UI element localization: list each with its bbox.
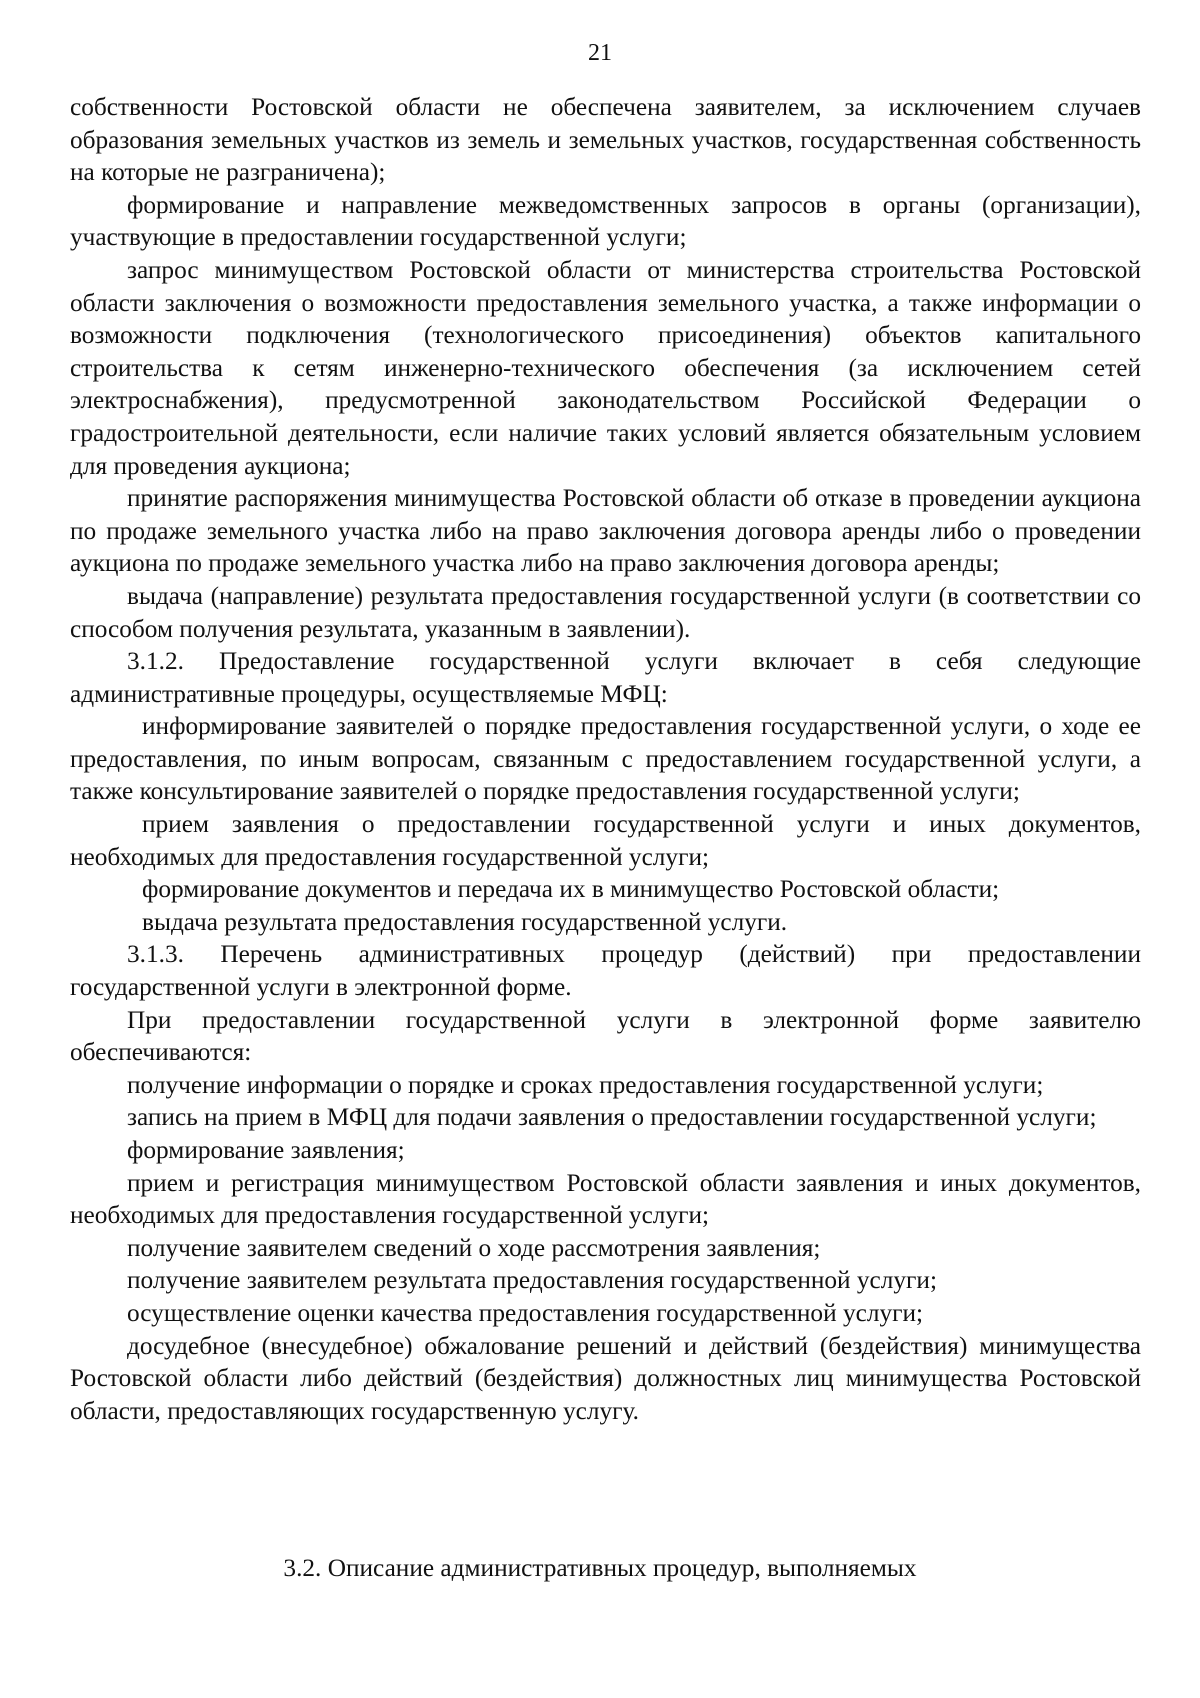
paragraph-continuation: собственности Ростовской области не обеспечена заявителем, за исключением случаев образования земельных участков из земель и земельных участков, государственная собственность на которые не разграничена); <box>70 93 1141 187</box>
paragraph-electronic-registration: прием и регистрация минимуществом Ростовской области заявления и иных документов, необходимых для предоставления государственной услуги; <box>70 1168 1141 1230</box>
paragraph-3-1-2: 3.1.2. Предоставление государственной услуги включает в себя следующие административные процедуры, осуществляемые МФЦ: <box>70 647 1141 708</box>
paragraph-mfc-informing: информирование заявителей о порядке предоставления государственной услуги, о ходе ее предоставления, по иным вопросам, связанным с предоставлением государственной услуги, а также консультирование заявителей о порядке предоставления государственной услуги; <box>70 712 1141 806</box>
paragraph-mfc-forming: формирование документов и передача их в минимущество Ростовской области; <box>142 875 1000 904</box>
paragraph-electronic-quality: осуществление оценки качества предоставления государственной услуги; <box>127 1298 924 1327</box>
paragraph-electronic-result: получение заявителем результата предоставления государственной услуги; <box>127 1266 937 1295</box>
paragraph-mfc-reception: прием заявления о предоставлении государственной услуги и иных документов, необходимых для предоставления государственной услуги; <box>70 810 1141 871</box>
paragraph-electronic-forming: формирование заявления; <box>127 1136 405 1164</box>
paragraph-interagency-requests: формирование и направление межведомственных запросов в органы (организации), участвующие в предоставлении государственной услуги; <box>70 190 1141 252</box>
paragraph-3-1-3: 3.1.3. Перечень административных процедур (действий) при предоставлении государственной услуги в электронной форме. <box>70 940 1141 1002</box>
paragraph-result-issuance: выдача (направление) результата предоставления государственной услуги (в соответствии со способом получения результата, указанным в заявлении). <box>70 581 1141 643</box>
section-heading: 3.2. Описание административных процедур, выполняемых <box>283 1554 917 1582</box>
paragraph-electronic-intro: При предоставлении государственной услуги в электронной форме заявителю обеспечиваются: <box>70 1005 1141 1067</box>
paragraph-electronic-info: получение информации о порядке и сроках предоставления государственной услуги; <box>127 1070 1044 1099</box>
paragraph-auction-order: принятие распоряжения минимущества Ростовской области об отказе в проведении аукциона по продаже земельного участка либо на право заключения договора аренды либо о проведении аукциона по продаже земельного участка либо на право заключения договора аренды; <box>70 484 1141 578</box>
paragraph-ministry-request: запрос минимуществом Ростовской области от министерства строительства Ростовской области заключения о возможности предоставления земельного участка, а также информации о возможности подключения (технологического присоединения) объектов капитального строительства к сетям инженерно-технического обеспечения (за исключением сетей электроснабжения), предусмотренной законодательством Российской Федерации о градостроительной деятельности, если наличие таких условий является обязательным условием для проведения аукциона; <box>70 255 1141 480</box>
paragraph-electronic-status: получение заявителем сведений о ходе рассмотрения заявления; <box>127 1233 821 1262</box>
page-number: 21 <box>588 40 612 66</box>
paragraph-electronic-appeal: досудебное (внесудебное) обжалование решений и действий (бездействия) минимущества Ростовской области либо действий (бездействия) должностных лиц минимущества Ростовской области, предоставляющих государственную услугу. <box>70 1331 1141 1425</box>
paragraph-mfc-issuance: выдача результата предоставления государственной услуги. <box>142 907 788 936</box>
document-body <box>70 91 1141 1427</box>
paragraph-electronic-appointment: запись на прием в МФЦ для подачи заявления о предоставлении государственной услуги; <box>127 1103 1097 1132</box>
